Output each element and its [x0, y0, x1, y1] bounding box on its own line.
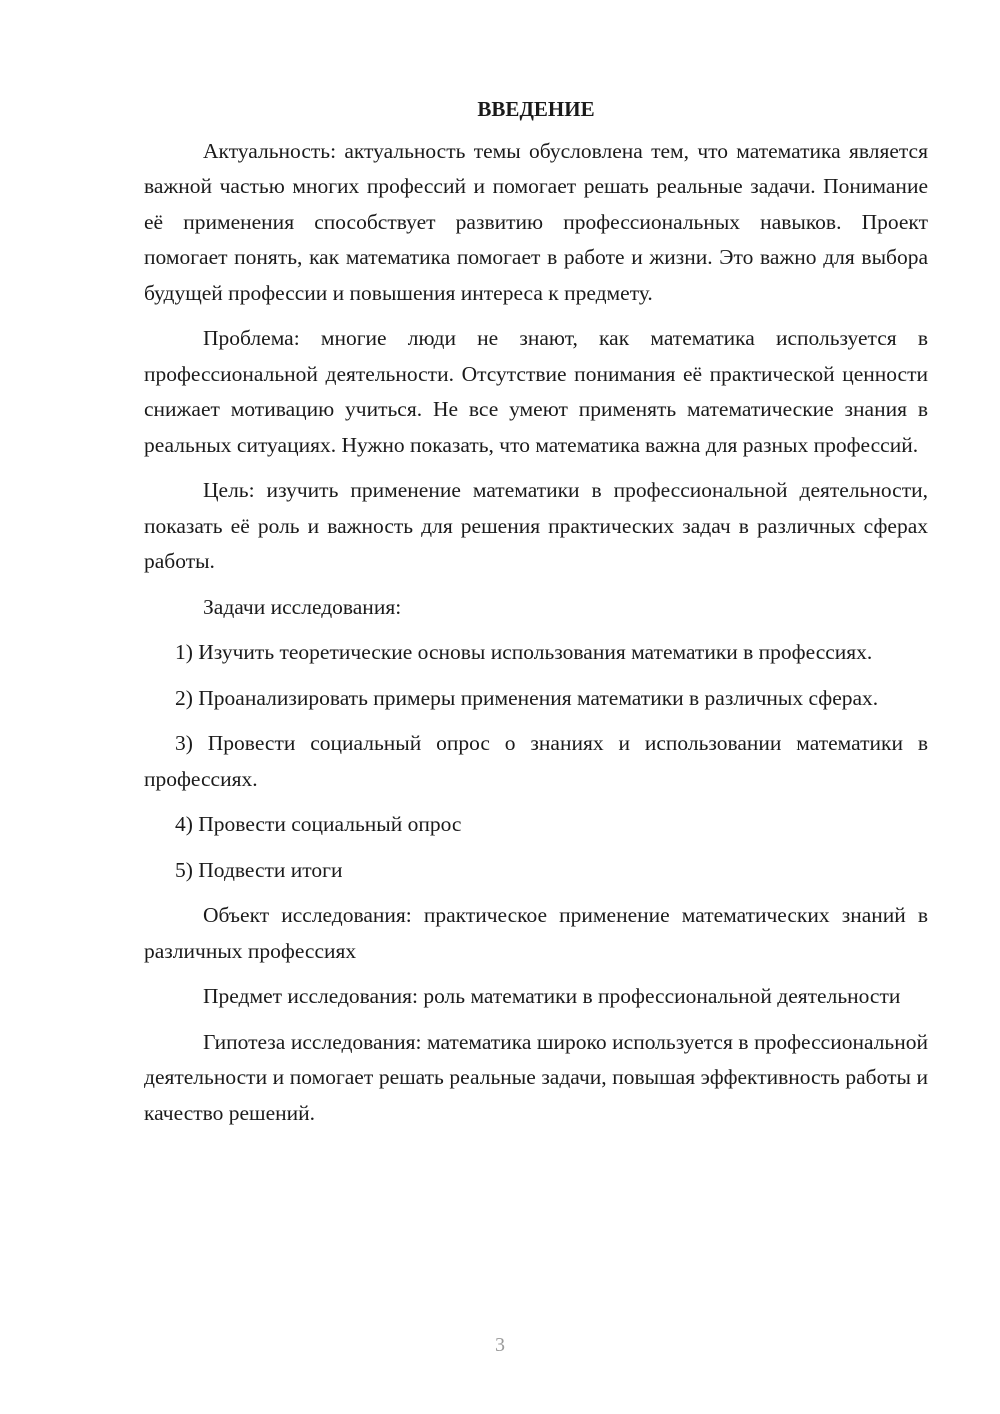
task-item-3: 3) Провести социальный опрос о знаниях и использовании математики в профессиях. — [144, 731, 928, 791]
task-item-1: 1) Изучить теоретические основы использования математики в профессиях. — [175, 640, 873, 664]
section-title: ВВЕДЕНИЕ — [477, 97, 595, 121]
task-item-5: 5) Подвести итоги — [175, 857, 343, 882]
page-content — [144, 92, 928, 1141]
paragraph-tasks-heading: Задачи исследования: — [203, 594, 402, 619]
paragraph-problem: Проблема: многие люди не знают, как математика используется в профессиональной деятельности. Отсутствие понимания её практической ценности снижает мотивацию учиться. Не все умеют применять математические знания в реальных ситуациях. Нужно показать, что математика важна для разных профессий. — [144, 326, 928, 457]
paragraph-subject: Предмет исследования: роль математики в профессиональной деятельности — [203, 984, 901, 1008]
paragraph-object: Объект исследования: практическое применение математических знаний в различных профессиях — [144, 903, 928, 963]
task-item-4: 4) Провести социальный опрос — [175, 812, 462, 836]
page-number: 3 — [495, 1334, 505, 1356]
paragraph-goal: Цель: изучить применение математики в профессиональной деятельности, показать её роль и важность для решения практических задач в различных сферах работы. — [144, 478, 928, 573]
paragraph-relevance: Актуальность: актуальность темы обусловлена тем, что математика является важной частью многих профессий и помогает решать реальные задачи. Понимание её применения способствует развитию профессиональных навыков. Проект помогает понять, как математика помогает в работе и жизни. Это важно для выбора будущей профессии и повышения интереса к предмету. — [144, 138, 928, 305]
paragraph-hypothesis: Гипотеза исследования: математика широко используется в профессиональной деятельности и помогает решать реальные задачи, повышая эффективность работы и качество решений. — [144, 1029, 928, 1125]
task-item-2: 2) Проанализировать примеры применения математики в различных сферах. — [175, 685, 879, 710]
